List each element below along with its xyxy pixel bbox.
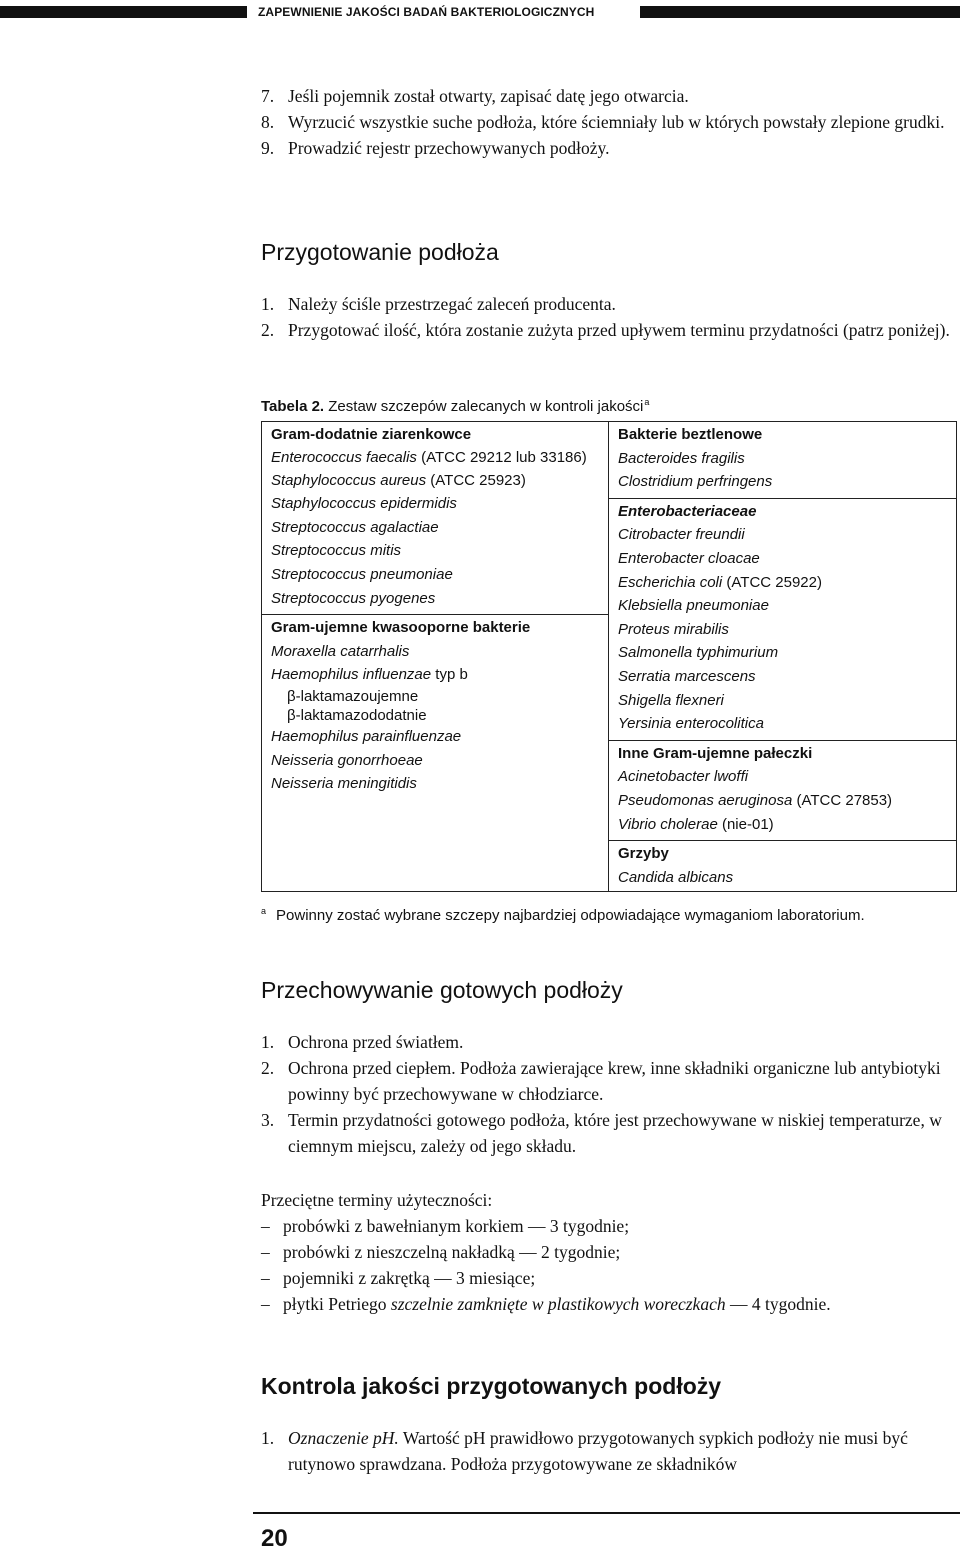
table-title-footnote-mark: a: [644, 397, 650, 407]
table-row: Citrobacter freundii: [618, 526, 745, 544]
running-title: ZAPEWNIENIE JAKOŚCI BADAŃ BAKTERIOLOGICZNYCH: [258, 5, 595, 19]
list-item: 2. Przygotować ilość, która zostanie zużyta przed upływem terminu przydatności (patrz poniżej).: [261, 320, 950, 340]
table-group-gram-positive: [262, 422, 608, 614]
storage-intro: Przeciętne terminy użyteczności:: [261, 1190, 493, 1210]
table-row: Moraxella catarrhalis: [271, 642, 410, 660]
table-row: Serratia marcescens: [618, 667, 756, 685]
list-item: 8. Wyrzucić wszystkie suche podłoża, które ściemniały lub w których powstały zlepione grudki.: [261, 112, 945, 132]
strains-table: [261, 421, 957, 892]
running-header: [0, 6, 960, 18]
group-heading: Enterobacteriaceae: [618, 502, 757, 520]
table-row: Staphylococcus epidermidis: [271, 495, 457, 513]
table-caption: [261, 392, 649, 417]
storage-terms-list: [261, 1213, 960, 1317]
list-item: 3. Termin przydatności gotowego podłoża, które jest przechowywane w niskiej temperaturze, w ciemnym miejscu, zależy od jego składu.: [261, 1110, 942, 1156]
table-row: Yersinia enterocolitica: [618, 715, 764, 733]
table-row: Clostridium perfringens: [618, 473, 773, 491]
table-group-fungi: [609, 840, 956, 893]
table-footnote: $^a$ Powinny zostać wybrane szczepy najbardziej odpowiadające wymaganiom laboratorium.: [261, 906, 865, 924]
header-bar-right: [640, 6, 960, 18]
section-heading-preparation: Przygotowanie podłoża: [261, 239, 499, 265]
group-heading: Grzyby: [618, 845, 669, 863]
table-row: Salmonella typhimurium: [618, 644, 779, 662]
table-column-right: [609, 422, 956, 891]
list-item: 9. Prowadzić rejestr przechowywanych podłoży.: [261, 138, 610, 158]
group-heading: Gram-dodatnie ziarenkowce: [271, 426, 472, 443]
table-row: Streptococcus pyogenes: [271, 589, 436, 607]
table-row: Shigella flexneri: [618, 691, 724, 709]
table-group-other-gram-negative: [609, 740, 956, 840]
group-heading: Gram-ujemne kwasooporne bakterie: [271, 619, 531, 637]
list-item: – probówki z nieszczelną nakładką — 2 tygodnie;: [261, 1242, 621, 1262]
storage-list: [261, 1029, 960, 1159]
quality-control-list: [261, 1425, 960, 1477]
table-subrow: β-laktamazoujemne: [287, 687, 419, 705]
table-subrow: β-laktamazododatnie: [287, 706, 427, 724]
table-row: Acinetobacter lwoffi: [618, 768, 749, 786]
table-title: Zestaw szczepów zalecanych w kontroli jakości: [328, 398, 644, 415]
preparation-list: [261, 291, 960, 343]
table-row: Neisseria meningitidis: [271, 775, 417, 793]
table-row: Staphylococcus aureus (ATCC 25923): [271, 471, 526, 489]
table-row: Proteus mirabilis: [618, 620, 729, 638]
table-row: Candida albicans: [618, 868, 734, 886]
table-row: Neisseria gonorrhoeae: [271, 751, 423, 769]
table-label: Tabela 2.: [261, 398, 325, 415]
footnote-mark: a: [261, 906, 267, 916]
list-item: 1. Oznaczenie pH. Wartość pH prawidłowo przygotowanych sypkich podłoży nie musi być rutynowo sprawdzana. Podłoża przygotowywane ze składników: [261, 1428, 908, 1474]
table-group-enterobacteriaceae: [609, 498, 956, 740]
storage-list-continued: [261, 83, 960, 161]
table-row: Vibrio cholerae (nie-01): [618, 815, 774, 833]
table-row: Enterococcus faecalis (ATCC 29212 lub 33186): [271, 448, 587, 466]
list-item: 1. Ochrona przed światłem.: [261, 1032, 464, 1052]
table-row: Haemophilus parainfluenzae: [271, 727, 462, 745]
table-row: Streptococcus pneumoniae: [271, 565, 453, 583]
section-heading-storage: Przechowywanie gotowych podłoży: [261, 977, 623, 1003]
table-row: Bacteroides fragilis: [618, 449, 745, 467]
list-item: 7. Jeśli pojemnik został otwarty, zapisać datę jego otwarcia.: [261, 86, 689, 106]
footer-rule: [253, 1512, 960, 1514]
header-bar-left: [0, 6, 247, 18]
list-item: – płytki Petriego szczelnie zamknięte w plastikowych woreczkach — 4 tygodnie.: [261, 1294, 831, 1314]
table-row: Escherichia coli (ATCC 25922): [618, 573, 822, 591]
table-row: Klebsiella pneumoniae: [618, 597, 769, 615]
page-number: 20: [261, 1525, 288, 1552]
table-column-left: [262, 422, 609, 891]
table-row: Streptococcus agalactiae: [271, 518, 439, 536]
table-row: Haemophilus influenzae typ b: [271, 666, 468, 684]
list-item: – probówki z bawełnianym korkiem — 3 tygodnie;: [261, 1216, 630, 1236]
table-row: Pseudomonas aeruginosa (ATCC 27853): [618, 791, 893, 809]
table-row: Streptococcus mitis: [271, 542, 402, 560]
list-item: 1. Należy ściśle przestrzegać zaleceń producenta.: [261, 294, 616, 314]
list-item: – pojemniki z zakrętką — 3 miesiące;: [261, 1268, 536, 1288]
list-item: 2. Ochrona przed ciepłem. Podłoża zawierające krew, inne składniki organiczne lub antybiotyki powinny być przechowywane w chłodziarce.: [261, 1058, 941, 1104]
table-group-anaerobes: [609, 422, 956, 498]
group-heading: Bakterie beztlenowe: [618, 426, 763, 443]
section-heading-quality-control: Kontrola jakości przygotowanych podłoży: [261, 1373, 722, 1399]
table-row: Enterobacter cloacae: [618, 549, 760, 567]
table-group-gram-negative-cocci: [262, 614, 608, 800]
group-heading: Inne Gram-ujemne pałeczki: [618, 744, 813, 762]
